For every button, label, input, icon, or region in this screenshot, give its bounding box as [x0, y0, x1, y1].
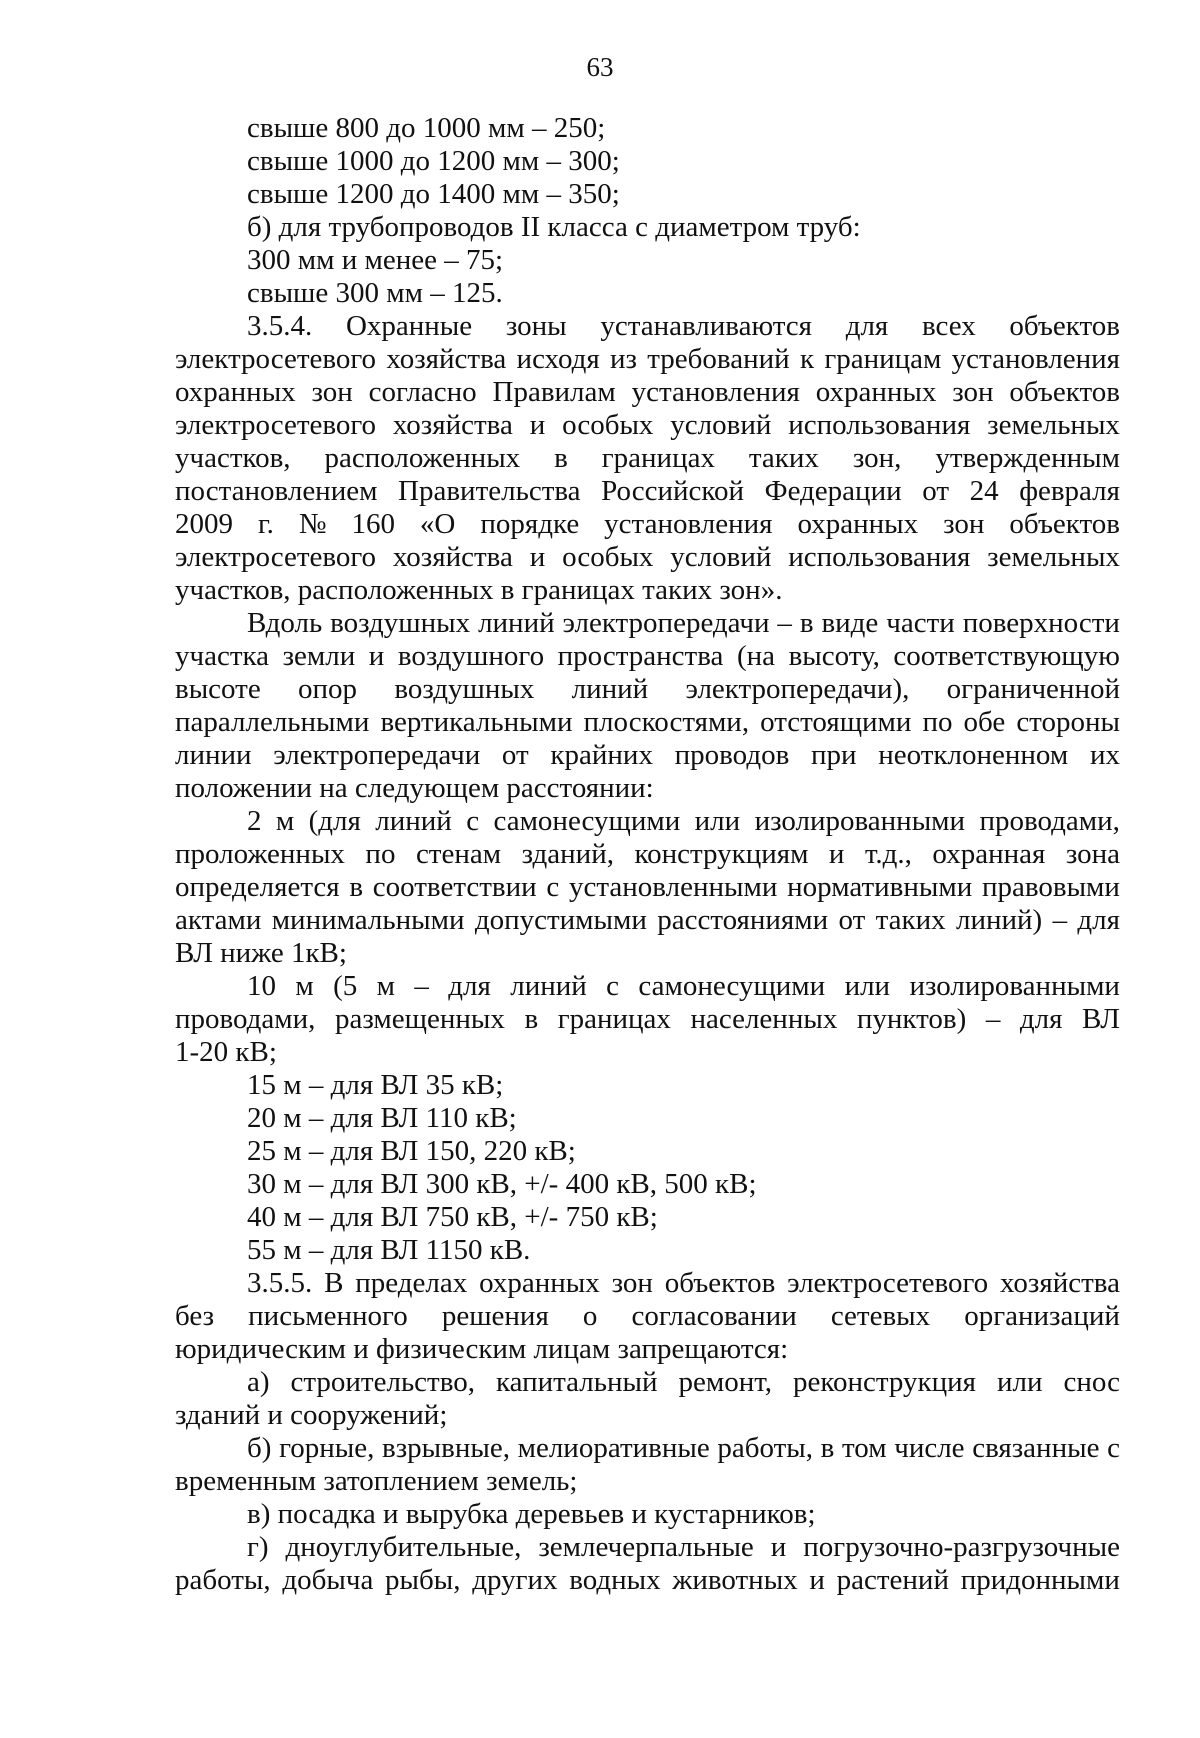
text-line — [175, 1267, 1120, 1300]
word: – — [985, 1003, 1001, 1035]
word: а) — [247, 1366, 270, 1398]
word: или — [694, 805, 741, 837]
word: дноуглубительные, — [285, 1531, 522, 1563]
word: от — [838, 904, 866, 936]
word: «О — [419, 508, 456, 540]
word: стороны — [1016, 706, 1120, 738]
word: (5 — [333, 970, 358, 1002]
word: и — [770, 1531, 787, 1563]
word: требований — [647, 343, 790, 375]
word: самонесущими — [493, 805, 681, 837]
word: условий — [670, 541, 772, 573]
word: зданий, — [521, 838, 614, 870]
text-line: 40 м – для ВЛ 750 кВ, +/- 750 кВ; — [247, 1201, 658, 1233]
word: 160 — [351, 508, 395, 540]
word: параллельными — [175, 706, 370, 738]
text-line: 55 м – для ВЛ 1150 кВ. — [247, 1234, 531, 1266]
word: Правительства — [398, 475, 581, 507]
word: пространства — [557, 640, 724, 672]
word: в — [349, 871, 364, 903]
word: хозяйства — [392, 541, 513, 573]
word: линии — [175, 739, 252, 771]
word: проводов — [674, 739, 790, 771]
word: (для — [308, 805, 361, 837]
word: воздушных — [394, 673, 535, 705]
word: в — [554, 442, 568, 474]
word: добыча — [282, 1564, 374, 1596]
word: вертикальными — [380, 706, 573, 738]
word: 24 — [969, 475, 999, 507]
word: к — [799, 343, 815, 375]
word: зон — [943, 508, 985, 540]
word: зон — [952, 376, 994, 408]
word: объектов — [1009, 376, 1120, 408]
word: при — [811, 739, 857, 771]
word: от — [922, 475, 950, 507]
word: правовыми — [981, 871, 1120, 903]
word: конструкциям — [634, 838, 809, 870]
word: зона — [1065, 838, 1120, 870]
word: линий — [510, 970, 587, 1002]
word: с — [606, 970, 620, 1002]
word: порядке — [480, 508, 580, 540]
word: Вдоль — [247, 607, 323, 639]
word: электропередачи — [273, 739, 481, 771]
word: актами — [175, 904, 262, 936]
word: линий — [571, 673, 649, 705]
text-line: юридическим и физическим лицам запрещаются: — [175, 1333, 789, 1365]
word: устанавливаются — [600, 310, 812, 342]
word: границах — [601, 442, 715, 474]
word: объектов — [1009, 310, 1120, 342]
word: или — [844, 970, 891, 1002]
text-line: 15 м – для ВЛ 35 кВ; — [247, 1069, 504, 1101]
text-line — [175, 706, 1120, 739]
word: охранных — [175, 376, 296, 408]
word: м — [295, 970, 314, 1002]
word: пунктов) — [856, 1003, 967, 1035]
word: участка — [175, 640, 270, 672]
word: минимальными — [271, 904, 465, 936]
word: границам — [824, 343, 942, 375]
word: участков, — [175, 442, 291, 474]
word: в — [524, 1003, 539, 1035]
word: г) — [247, 1531, 269, 1563]
word: ремонт, — [678, 1366, 772, 1398]
word: соответствующую — [893, 640, 1120, 672]
word: Российской — [601, 475, 745, 507]
word: других — [472, 1564, 558, 1596]
word: зон, — [852, 442, 902, 474]
word: хозяйства — [1000, 1267, 1120, 1299]
word: линий — [478, 607, 555, 639]
word: или — [996, 1366, 1043, 1398]
word: зоны — [505, 310, 567, 342]
word: части — [886, 607, 955, 639]
word: использования — [788, 409, 971, 441]
text-line — [175, 1531, 1120, 1564]
text-line: ВЛ ниже 1кВ; — [175, 937, 347, 969]
word: согласовании — [631, 1300, 797, 1332]
word: животных — [672, 1564, 798, 1596]
word: условий — [670, 409, 772, 441]
word: взрывные, — [382, 1432, 510, 1464]
word: границах — [557, 1003, 671, 1035]
word: таких — [875, 904, 946, 936]
text-line: 30 м – для ВЛ 300 кВ, +/- 400 кВ, 500 кВ; — [247, 1168, 757, 1200]
word: для — [1077, 904, 1120, 936]
word: землечерпальные — [538, 1531, 754, 1563]
word: опор — [298, 673, 358, 705]
word: пределах — [355, 1267, 468, 1299]
word: электросетевого — [175, 409, 377, 441]
word: установленными — [569, 871, 778, 903]
word: охранных — [797, 508, 919, 540]
word: водных — [569, 1564, 661, 1596]
word: линий — [375, 805, 452, 837]
word: самонесущими — [638, 970, 826, 1002]
word: сетевых — [830, 1300, 931, 1332]
word: связанные — [972, 1432, 1100, 1464]
word: снос — [1063, 1366, 1120, 1398]
word: и — [828, 838, 845, 870]
word: охранных — [479, 1267, 600, 1299]
text-line: свыше 1000 до 1200 мм – 300; — [247, 145, 620, 177]
word: в — [820, 1432, 835, 1464]
word: б) — [247, 1432, 272, 1464]
word: – — [1052, 904, 1068, 936]
word: проводами, — [979, 805, 1120, 837]
word: земельных — [987, 541, 1120, 573]
word: в — [799, 607, 814, 639]
word: для — [1019, 1003, 1063, 1035]
word: письменного — [248, 1300, 408, 1332]
word: капитальный — [495, 1366, 658, 1398]
word: электросетевого — [787, 1267, 989, 1299]
word: нормативными — [787, 871, 973, 903]
word: Федерации — [764, 475, 902, 507]
word: виде — [821, 607, 879, 639]
text-line — [175, 673, 1120, 706]
word: обе — [963, 706, 1006, 738]
word: проводами, — [175, 1003, 316, 1035]
word: размещенных — [335, 1003, 505, 1035]
text-line — [175, 442, 1120, 475]
text-line — [175, 475, 1120, 508]
text-line — [175, 343, 1120, 376]
word: по — [922, 706, 953, 738]
text-line: в) посадка и вырубка деревьев и кустарников; — [247, 1498, 816, 1530]
word: с — [1107, 1432, 1120, 1464]
word: установления — [631, 376, 800, 408]
text-line — [175, 409, 1120, 442]
word: из — [610, 343, 637, 375]
text-line — [175, 970, 1120, 1003]
word: изолированными — [754, 805, 966, 837]
word: 3.5.5. — [247, 1267, 313, 1299]
word: февраля — [1019, 475, 1120, 507]
word: числе — [894, 1432, 965, 1464]
word: линий) — [956, 904, 1043, 936]
text-line: зданий и сооружений; — [175, 1399, 448, 1431]
word: всех — [921, 310, 976, 342]
text-line — [175, 640, 1120, 673]
text-line: свыше 800 до 1000 мм – 250; — [247, 112, 606, 144]
word: определяется — [175, 871, 340, 903]
text-line — [175, 739, 1120, 772]
word: установления — [951, 343, 1120, 375]
word: ВЛ — [1082, 1003, 1120, 1035]
text-line — [175, 838, 1120, 871]
text-line — [175, 1300, 1120, 1333]
word: проложенных — [175, 838, 345, 870]
word: зон — [311, 376, 353, 408]
word: погрузочно-разгрузочные — [803, 1531, 1120, 1563]
word: установления — [604, 508, 773, 540]
word: т.д., — [864, 838, 912, 870]
word: – — [414, 970, 429, 1002]
word: земли — [282, 640, 356, 672]
word: высоте — [175, 673, 261, 705]
word: и — [809, 1564, 825, 1596]
word: горные, — [279, 1432, 375, 1464]
text-line — [175, 805, 1120, 838]
word: с — [546, 871, 560, 903]
word: допустимыми — [474, 904, 647, 936]
word: и — [368, 640, 385, 672]
word: хозяйства — [392, 409, 513, 441]
word: расстояниями — [657, 904, 829, 936]
word: крайних — [550, 739, 653, 771]
text-line — [175, 904, 1120, 937]
word: ограниченной — [946, 673, 1120, 705]
text-line: 25 м – для ВЛ 150, 220 кВ; — [247, 1135, 576, 1167]
word: растений — [836, 1564, 949, 1596]
word: их — [1089, 739, 1120, 771]
word: работы, — [717, 1432, 814, 1464]
word: высоту, — [788, 640, 880, 672]
text-line — [175, 871, 1120, 904]
word: исходя — [516, 343, 600, 375]
text-line — [175, 541, 1120, 574]
text-line: свыше 1200 до 1400 мм – 350; — [247, 178, 620, 210]
word: решения — [441, 1300, 549, 1332]
word: неотклоненном — [878, 739, 1069, 771]
word: электропередачи — [562, 607, 770, 639]
word: 10 — [247, 970, 276, 1002]
text-line: 1-20 кВ; — [175, 1036, 277, 1068]
word: согласно — [368, 376, 477, 408]
word: стенам — [415, 838, 502, 870]
text-line — [175, 1003, 1120, 1036]
word: г. — [257, 508, 274, 540]
word: воздушных — [330, 607, 471, 639]
word: том — [842, 1432, 887, 1464]
text-line — [175, 508, 1120, 541]
word: для — [448, 970, 491, 1002]
word: хозяйства — [386, 343, 507, 375]
word: воздушного — [397, 640, 545, 672]
word: м — [376, 970, 396, 1002]
text-line: 20 м – для ВЛ 110 кВ; — [247, 1102, 517, 1134]
word: строительство, — [290, 1366, 475, 1398]
word: от — [501, 739, 529, 771]
word: соответствии — [372, 871, 537, 903]
word: с — [466, 805, 480, 837]
text-line: б) для трубопроводов II класса с диаметром труб: — [247, 211, 861, 243]
word: организаций — [964, 1300, 1120, 1332]
document-body — [175, 112, 1120, 1597]
word: придонными — [960, 1564, 1120, 1596]
word: 3.5.4. — [247, 310, 313, 342]
word: по — [365, 838, 396, 870]
text-line — [175, 607, 1120, 640]
word: (на — [736, 640, 776, 672]
word: Правилам — [492, 376, 616, 408]
word: постановлением — [175, 475, 378, 507]
word: м — [275, 805, 295, 837]
word: использования — [788, 541, 971, 573]
text-line: положении на следующем расстоянии: — [175, 772, 654, 804]
word: особых — [562, 541, 654, 573]
text-line — [175, 1432, 1120, 1465]
text-line — [175, 310, 1120, 343]
word: электросетевого — [175, 343, 377, 375]
word: расположенных — [324, 442, 521, 474]
word: электросетевого — [175, 541, 377, 573]
text-line: свыше 300 мм – 125. — [247, 277, 503, 309]
word: изолированными — [909, 970, 1120, 1002]
word: 2 — [247, 805, 262, 837]
word: земельных — [987, 409, 1120, 441]
word: без — [175, 1300, 215, 1332]
word: работы, — [175, 1564, 271, 1596]
word: рыбы, — [385, 1564, 461, 1596]
word: В — [324, 1267, 344, 1299]
word: 2009 — [175, 508, 233, 540]
page-number: 63 — [586, 52, 614, 82]
word: реконструкция — [792, 1366, 976, 1398]
word: утвержденным — [935, 442, 1120, 474]
word: для — [845, 310, 889, 342]
word: № — [298, 508, 327, 540]
text-line: участков, расположенных в границах таких зон». — [175, 574, 783, 606]
word: Охранные — [345, 310, 473, 342]
text-line — [175, 1564, 1120, 1597]
text-line — [175, 376, 1120, 409]
word: и — [529, 541, 546, 573]
word: – — [777, 607, 792, 639]
word: плоскостями, — [583, 706, 750, 738]
word: особых — [562, 409, 654, 441]
word: зон — [611, 1267, 653, 1299]
word: и — [529, 409, 546, 441]
word: поверхности — [962, 607, 1120, 639]
word: охранных — [815, 376, 937, 408]
word: объектов — [664, 1267, 776, 1299]
text-line: временным затоплением земель; — [175, 1465, 578, 1497]
word: охранная — [932, 838, 1046, 870]
text-line — [175, 1366, 1120, 1399]
word: электропередачи), — [685, 673, 910, 705]
text-line: 300 мм и менее – 75; — [247, 244, 504, 276]
word: мелиоративные — [517, 1432, 710, 1464]
word: о — [582, 1300, 598, 1332]
word: отстоящими — [760, 706, 912, 738]
word: таких — [748, 442, 819, 474]
word: населенных — [690, 1003, 838, 1035]
word: объектов — [1009, 508, 1120, 540]
